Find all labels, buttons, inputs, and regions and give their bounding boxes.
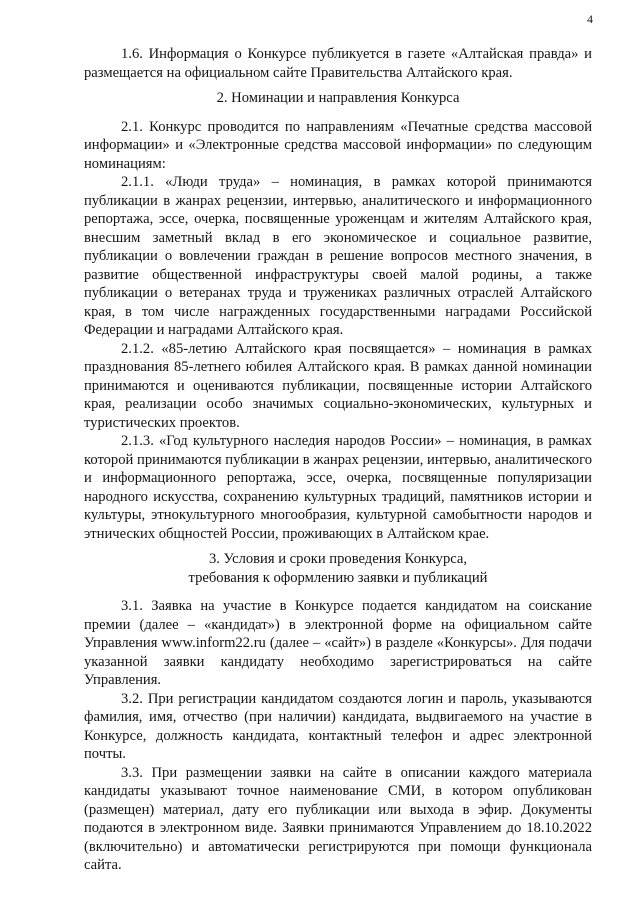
paragraph-1-6: 1.6. Информация о Конкурсе публикуется в газете «Алтайская правда» и размещается на официальном сайте Правительства Алтайского края. <box>84 46 592 81</box>
paragraph-2-1-3: 2.1.3. «Год культурного наследия народов России» – номинация, в рамках которой принимаются публикации в жанрах рецензии, интервью, аналитического и информационного репортажа, эссе, очерка, посвященные популяризации народного искусства, сохранению культурных традиций, памятников истории и культуры, этнокультурного многообразия, культурной самобытности народов и этнических общностей России, проживающих в Алтайском крае. <box>84 433 592 542</box>
section-3-heading-line-2: требования к оформлению заявки и публикаций <box>188 569 488 586</box>
paragraph-3-2: 3.2. При регистрации кандидатом создаются логин и пароль, указываются фамилия, имя, отчество (при наличии) кандидата, выдвигаемого на участие в Конкурсе, должность кандидата, контактный телефон и адрес электронной почты. <box>84 690 592 762</box>
paragraph-2-1: 2.1. Конкурс проводится по направлениям «Печатные средства массовой информации» и «Электронные средства массовой информации» по следующим номинациям: <box>84 118 592 172</box>
document-body <box>84 45 592 875</box>
section-3-heading-line-1: 3. Условия и сроки проведения Конкурса, <box>208 551 468 567</box>
section-2-heading: 2. Номинации и направления Конкурса <box>216 90 460 106</box>
paragraph-2-1-1: 2.1.1. «Люди труда» – номинация, в рамках которой принимаются публикации в жанрах рецензии, интервью, аналитического и информационного репортажа, эссе, очерка, посвященные уроженцам и жителям Алтайского края, внесшим заметный вклад в его экономическое и социальное развитие, публикации о вовлечении граждан в решение вопросов местного значения, в развитие общественной инфраструктуры своей малой родины, а также публикации о ветеранах труда и тружениках различных отраслей Алтайского края, в том числе награжденных государственными наградами Российской Федерации и наградами Алтайского края. <box>84 174 592 338</box>
paragraph-2-1-2: 2.1.2. «85-летию Алтайского края посвящается» – номинация в рамках празднования 85-летнего юбилея Алтайского края. В рамках данной номинации принимаются и оцениваются публикации, посвященные истории Алтайского края, реализации особо значимых социально-экономических, культурных и туристических проектов. <box>84 340 592 431</box>
paragraph-3-3: 3.3. При размещении заявки на сайте в описании каждого материала кандидаты указывают точное наименование СМИ, в котором опубликован (размещен) материал, дату его публикации или выхода в эфир. Документы подаются в электронном виде. Заявки принимаются Управлением до 18.10.2022 (включительно) и автоматически регистрируются при помощи функционала сайта. <box>84 764 592 873</box>
paragraph-3-1: 3.1. Заявка на участие в Конкурсе подается кандидатом на соискание премии (далее – «кандидат») в электронной форме на официальном сайте Управления www.inform22.ru (далее – «сайт») в разделе «Конкурсы». Для подачи указанной заявки кандидату необходимо зарегистрироваться на сайте Управления. <box>84 598 592 688</box>
section-3-heading <box>84 550 592 587</box>
page-number: 4 <box>587 12 593 26</box>
